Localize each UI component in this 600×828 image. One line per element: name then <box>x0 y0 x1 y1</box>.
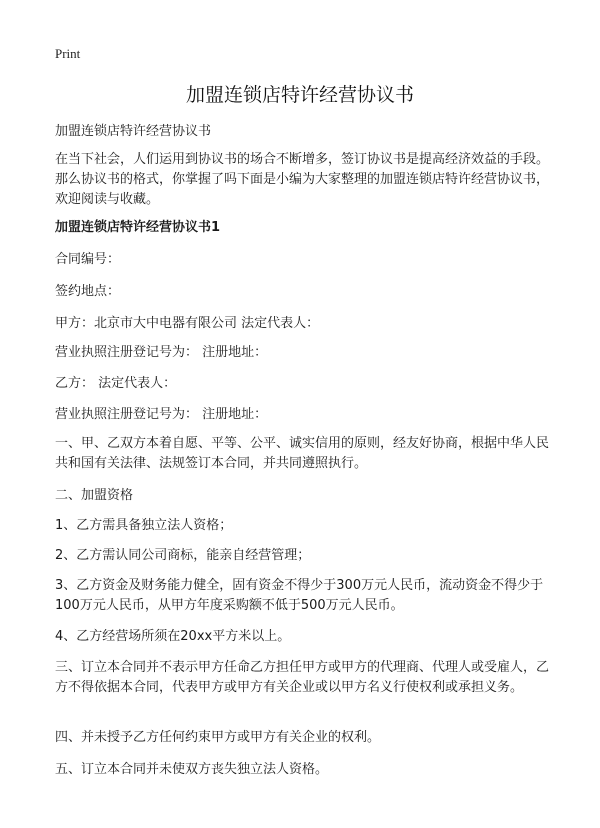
qualification-item-4: 4、乙方经营场所须在20xx平方米以上。 <box>55 629 291 644</box>
party-b-license-line: 营业执照注册登记号为： 注册地址： <box>55 407 268 422</box>
clause-2-heading: 二、加盟资格 <box>55 488 134 503</box>
party-a-license-line: 营业执照注册登记号为： 注册地址： <box>55 345 268 360</box>
sign-place-line: 签约地点： <box>55 284 121 299</box>
clause-3: 三、订立本合同并不表示甲方任命乙方担任甲方或甲方的代理商、代理人或受雇人，乙方不得依据本合同，代表甲方或甲方有关企业或以甲方名义行使权利或承担义务。 <box>55 660 550 695</box>
print-link[interactable]: Print <box>55 46 81 61</box>
clause-1: 一、甲、乙双方本着自愿、平等、公平、诚实信用的原则，经友好协商，根据中华人民共和国有关法律、法规签订本合同，并共同遵照执行。 <box>55 436 550 471</box>
clause-4: 四、并未授予乙方任何约束甲方或甲方有关企业的权利。 <box>55 730 381 745</box>
party-a-line: 甲方：北京市大中电器有限公司 法定代表人： <box>55 316 320 331</box>
section-heading: 加盟连锁店特许经营协议书1 <box>55 220 221 235</box>
intro-paragraph: 在当下社会，人们运用到协议书的场合不断增多，签订协议书是提高经济效益的手段。那么协议书的格式，你掌握了吗下面是小编为大家整理的加盟连锁店特许经营协议书，欢迎阅读与收藏。 <box>55 152 550 207</box>
document-subtitle: 加盟连锁店特许经营协议书 <box>55 124 212 139</box>
party-b-line: 乙方： 法定代表人： <box>55 376 177 391</box>
clause-5: 五、订立本合同并未使双方丧失独立法人资格。 <box>55 762 329 777</box>
qualification-item-3: 3、乙方资金及财务能力健全，固有资金不得少于300万元人民币，流动资金不得少于100万元人民币，从甲方年度采购额不低于500万元人民币。 <box>55 578 544 613</box>
qualification-item-2: 2、乙方需认同公司商标，能亲自经营管理； <box>55 548 311 563</box>
contract-number-line: 合同编号： <box>55 252 121 267</box>
document-title: 加盟连锁店特许经营协议书 <box>185 84 414 106</box>
qualification-item-1: 1、乙方需具备独立法人资格； <box>55 518 233 533</box>
